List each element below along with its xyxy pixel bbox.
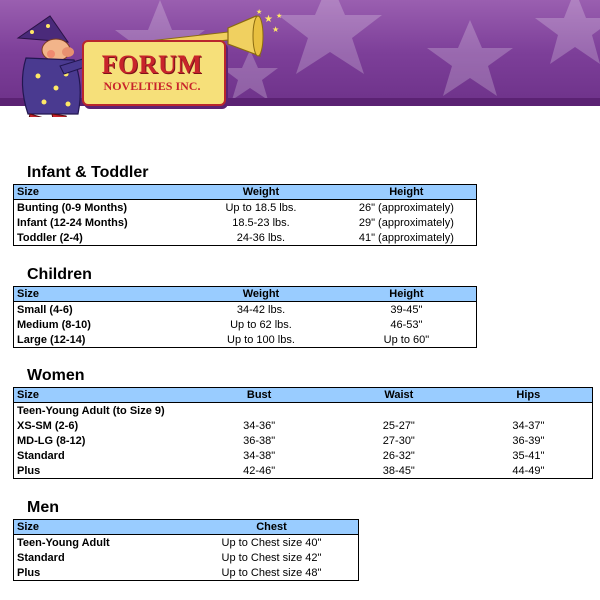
waist-cell: 25-27": [382, 419, 415, 432]
size-cell: Infant (12-24 Months): [17, 216, 128, 229]
table-row: [14, 565, 359, 581]
svg-text:★: ★: [272, 25, 280, 34]
height-cell: 41" (approximately): [358, 231, 454, 244]
svg-text:★: ★: [276, 13, 283, 20]
section-title-children: Children: [27, 266, 92, 283]
section-title-men: Men: [27, 499, 59, 516]
hips-cell: 35-41": [512, 449, 545, 462]
table-row: [14, 302, 477, 318]
size-cell: XS-SM (2-6): [17, 419, 79, 432]
weight-cell: 34-42 lbs.: [236, 303, 286, 316]
size-cell: MD-LG (8-12): [17, 434, 86, 447]
table-header-row: [14, 185, 477, 200]
waist-cell: 38-45": [382, 464, 415, 477]
bust-cell: 34-38": [243, 449, 276, 462]
size-cell: Plus: [17, 566, 41, 579]
table-header-row: [14, 520, 359, 535]
children-size-table: [13, 286, 477, 348]
table-header-row: [14, 388, 593, 403]
svg-text:★: ★: [264, 14, 273, 25]
chest-cell: Up to Chest size 48": [221, 566, 322, 579]
size-cell: Large (12-14): [17, 333, 86, 346]
chest-cell: Up to Chest size 42": [221, 551, 322, 564]
forum-novelties-logo: [82, 40, 222, 108]
size-cell: Standard: [17, 449, 65, 462]
table-row: [14, 535, 359, 551]
bust-cell: 36-38": [243, 434, 276, 447]
column-header-size: Size: [14, 287, 186, 302]
waist-cell: 27-30": [382, 434, 415, 447]
svg-text:★: ★: [256, 9, 263, 16]
hips-cell: 44-49": [512, 464, 545, 477]
column-header-height: Height: [337, 185, 477, 200]
height-cell: 46-53": [390, 318, 423, 331]
table-row: [14, 332, 477, 348]
header-banner: [0, 0, 600, 117]
column-header-bust: Bust: [185, 388, 333, 403]
bust-cell: 34-36": [243, 419, 276, 432]
table-row: [14, 230, 477, 246]
hips-cell: 34-37": [512, 419, 545, 432]
section-title-women: Women: [27, 367, 85, 384]
section-title-infant: Infant & Toddler: [27, 164, 149, 181]
height-cell: 26" (approximately): [358, 201, 454, 214]
size-group-cell: Teen-Young Adult (to Size 9): [17, 404, 165, 417]
infant-size-table: [13, 184, 477, 246]
weight-cell: Up to 62 lbs.: [230, 318, 292, 331]
women-size-table: [13, 387, 593, 479]
table-row: [14, 418, 593, 433]
column-header-height: Height: [337, 287, 477, 302]
height-cell: 39-45": [390, 303, 423, 316]
logo-subtitle: NOVELTIES INC.: [103, 79, 201, 93]
weight-cell: 18.5-23 lbs.: [232, 216, 290, 229]
column-header-hips: Hips: [465, 388, 593, 403]
hips-cell: 36-39": [512, 434, 545, 447]
table-row: [14, 317, 477, 332]
weight-cell: Up to 100 lbs.: [227, 333, 295, 346]
size-cell: Toddler (2-4): [17, 231, 83, 244]
table-row: [14, 463, 593, 479]
table-row: [14, 403, 593, 419]
height-cell: 29" (approximately): [358, 216, 454, 229]
height-cell: Up to 60": [383, 333, 430, 346]
column-header-weight: Weight: [185, 185, 337, 200]
column-header-chest: Chest: [185, 520, 359, 535]
size-cell: Small (4-6): [17, 303, 73, 316]
waist-cell: 26-32": [382, 449, 415, 462]
bust-cell: 42-46": [243, 464, 276, 477]
size-cell: Bunting (0-9 Months): [17, 201, 127, 214]
weight-cell: Up to 18.5 lbs.: [225, 201, 297, 214]
table-header-row: [14, 287, 477, 302]
table-row: [14, 448, 593, 463]
column-header-weight: Weight: [185, 287, 337, 302]
logo-title: FORUM: [101, 50, 203, 79]
table-row: [14, 433, 593, 448]
column-header-size: Size: [14, 185, 186, 200]
table-row: [14, 215, 477, 230]
size-cell: Plus: [17, 464, 41, 477]
men-size-table: [13, 519, 359, 581]
size-cell: Teen-Young Adult: [17, 536, 110, 549]
table-row: [14, 550, 359, 565]
size-cell: Medium (8-10): [17, 318, 91, 331]
chest-cell: Up to Chest size 40": [221, 536, 322, 549]
size-cell: Standard: [17, 551, 65, 564]
column-header-size: Size: [14, 520, 185, 535]
column-header-size: Size: [14, 388, 186, 403]
table-row: [14, 200, 477, 216]
column-header-waist: Waist: [333, 388, 465, 403]
weight-cell: 24-36 lbs.: [236, 231, 286, 244]
